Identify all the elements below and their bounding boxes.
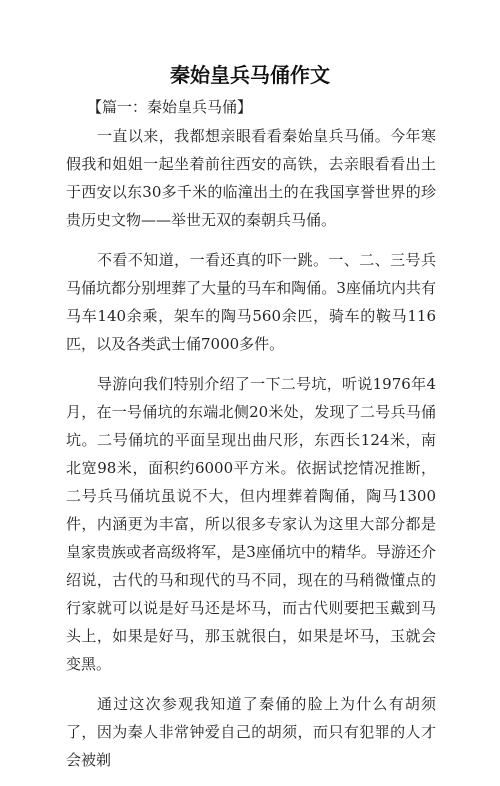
paragraph: 一直以来，我都想亲眼看看秦始皇兵马俑。今年寒假我和姐姐一起坐着前往西安的高铁，去亲眼看看出土于西安以东30多千米的临潼出土的在我国享誉世界的珍贵历史文物——举世无双的秦朝兵马俑。 bbox=[66, 127, 436, 229]
paragraph: 导游向我们特别介绍了一下二号坑，听说1976年4月，在一号俑坑的东端北侧20米处，发现了二号兵马俑坑。二号俑坑的平面呈现出曲尺形，东西长124米，南北宽98米，面积约6000平方米。依据试挖情况推断，二号兵马俑坑虽说不大，但内埋葬着陶俑，陶马1300件，内涵更为丰富，所以很多专家认为这里大部分都是皇家贵族或者高级将军，是3座俑坑中的精华。导游还介绍说，古代的马和现代的马不同，现在的马稍微懂点的行家就可以说是好马还是坏马，而古代则要把玉戴到马头上，如果是好马，那玉就很白，如果是坏马，玉就会变黑。 bbox=[66, 375, 436, 673]
section-heading: 【篇一：秦始皇兵马俑】 bbox=[87, 98, 253, 116]
document-body bbox=[66, 122, 436, 786]
paragraph: 通过这次参观我知道了秦俑的脸上为什么有胡须了，因为秦人非常钟爱自己的胡须，而只有犯罪的人才会被剃 bbox=[66, 695, 436, 769]
document-title: 秦始皇兵马俑作文 bbox=[170, 63, 330, 87]
paragraph: 不看不知道，一看还真的吓一跳。一、二、三号兵马俑坑都分别埋葬了大量的马车和陶俑。3座俑坑内共有马车140余乘，架车的陶马560余匹，骑车的鞍马116匹，以及各类武士俑7000多件。 bbox=[66, 251, 436, 353]
